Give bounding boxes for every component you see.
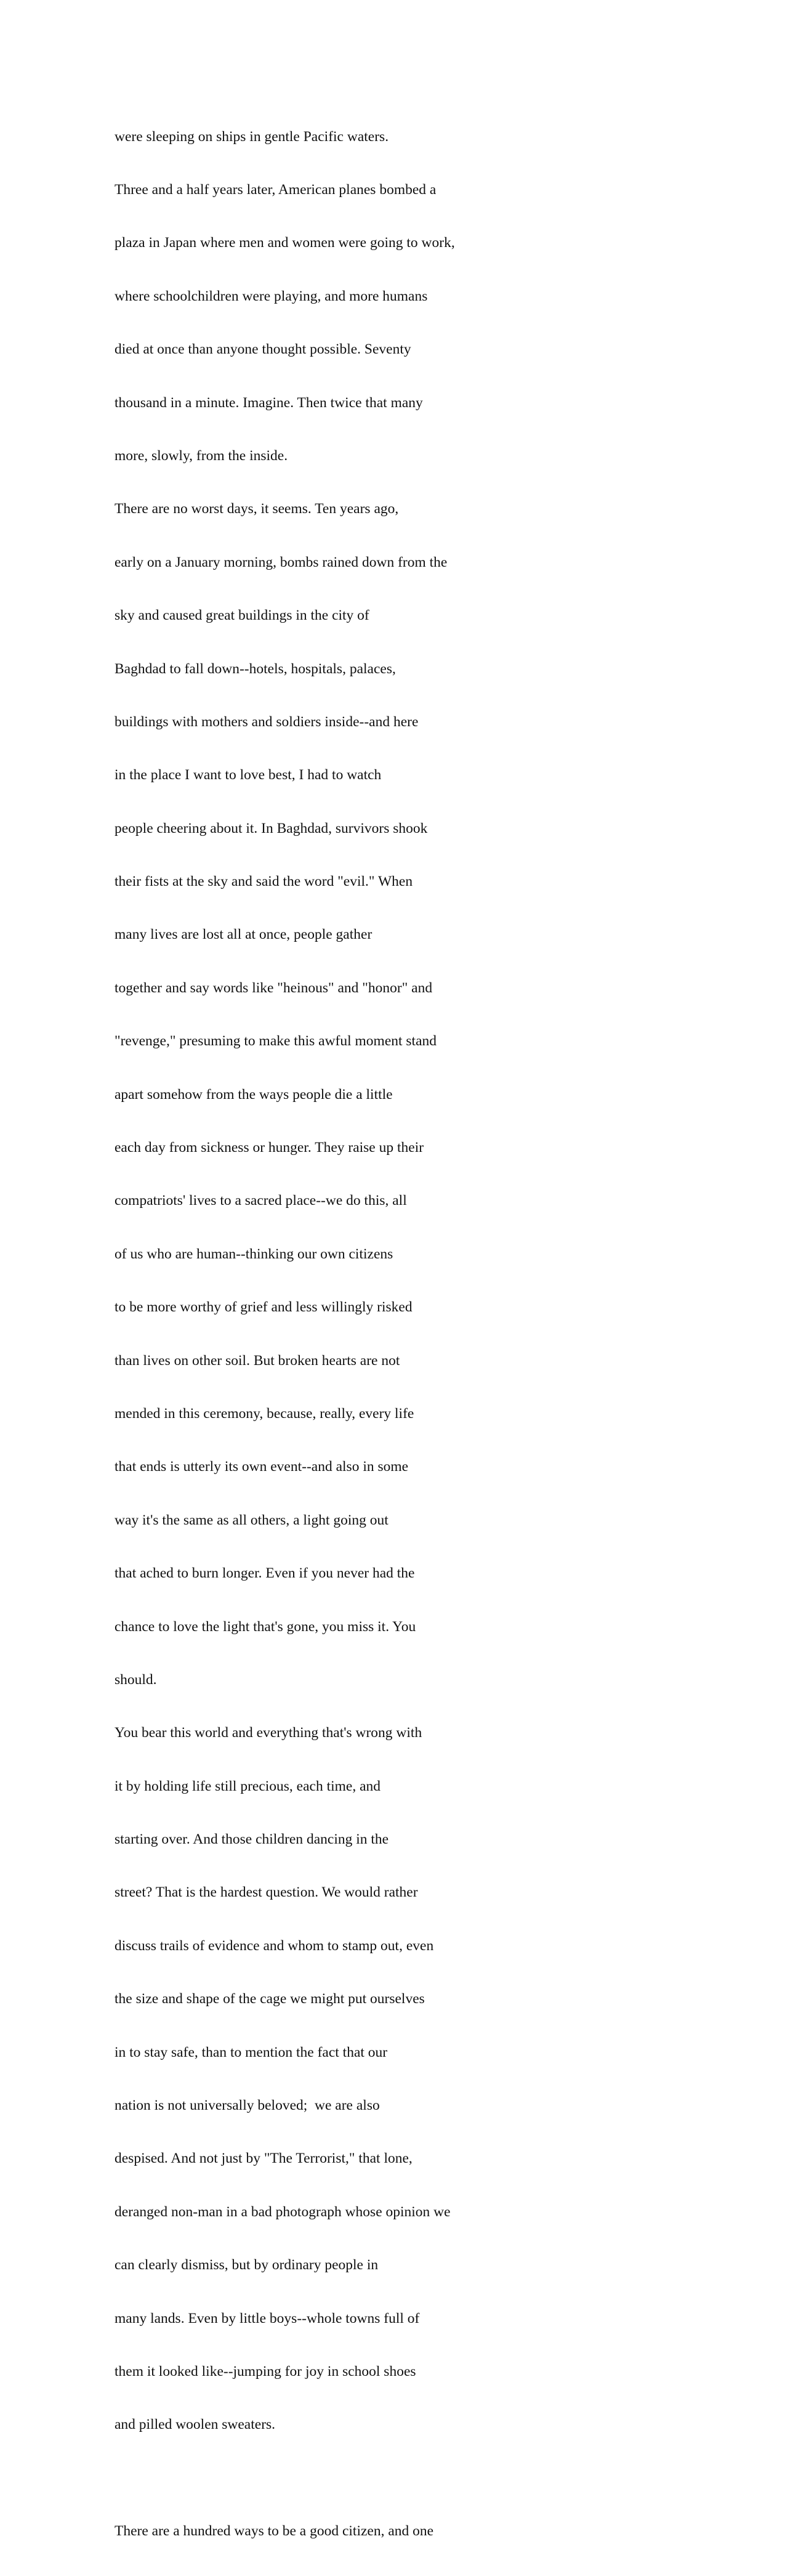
text-line: were sleeping on ships in gentle Pacific waters. bbox=[115, 128, 389, 145]
text-line: each day from sickness or hunger. They raise up their bbox=[115, 1140, 424, 1156]
text-line: buildings with mothers and soldiers inside--and here bbox=[115, 713, 419, 730]
text-line: many lives are lost all at once, people gather bbox=[115, 926, 372, 943]
text-line: them it looked like--jumping for joy in school shoes bbox=[115, 2363, 416, 2380]
text-line: than lives on other soil. But broken hearts are not bbox=[115, 1352, 400, 1369]
text-line: it by holding life still precious, each time, and bbox=[115, 1778, 381, 1794]
text-line: in to stay safe, than to mention the fact that our bbox=[115, 2044, 388, 2060]
text-line: together and say words like "heinous" and "honor" and bbox=[115, 979, 433, 996]
text-line: Three and a half years later, American planes bombed a bbox=[115, 181, 437, 198]
text-line: their fists at the sky and said the word "evil." When bbox=[115, 873, 413, 890]
text-line: that ends is utterly its own event--and also in some bbox=[115, 1459, 409, 1475]
text-line: of us who are human--thinking our own citizens bbox=[115, 1245, 393, 1262]
text-line: "revenge," presuming to make this awful moment stand bbox=[115, 1033, 437, 1050]
text-line: in the place I want to love best, I had to watch bbox=[115, 767, 382, 784]
text-line: apart somehow from the ways people die a little bbox=[115, 1086, 393, 1103]
text-line: that ached to burn longer. Even if you never had the bbox=[115, 1565, 415, 1582]
text-line: deranged non-man in a bad photograph whose opinion we bbox=[115, 2203, 451, 2220]
text-line: Baghdad to fall down--hotels, hospitals, palaces, bbox=[115, 660, 396, 677]
text-line: the size and shape of the cage we might put ourselves bbox=[115, 1991, 425, 2007]
text-line: You bear this world and everything that's wrong with bbox=[115, 1725, 422, 1741]
text-line: should. bbox=[115, 1671, 157, 1688]
body-text bbox=[115, 92, 558, 2576]
text-line: compatriots' lives to a sacred place--we do this, all bbox=[115, 1193, 407, 1209]
text-line: and pilled woolen sweaters. bbox=[115, 2416, 276, 2433]
text-line: to be more worthy of grief and less willingly risked bbox=[115, 1299, 413, 1316]
text-line: discuss trails of evidence and whom to stamp out, even bbox=[115, 1937, 434, 1954]
text-line: people cheering about it. In Baghdad, survivors shook bbox=[115, 820, 428, 836]
text-line: There are no worst days, it seems. Ten years ago, bbox=[115, 501, 399, 517]
text-line: chance to love the light that's gone, you miss it. You bbox=[115, 1618, 416, 1635]
text-line: plaza in Japan where men and women were going to work, bbox=[115, 235, 455, 251]
text-line: street? That is the hardest question. We would rather bbox=[115, 1884, 418, 1901]
text-line: many lands. Even by little boys--whole towns full of bbox=[115, 2310, 420, 2327]
text-line: despised. And not just by "The Terrorist," that lone, bbox=[115, 2150, 413, 2167]
text-line: way it's the same as all others, a light going out bbox=[115, 1512, 388, 1528]
text-line: can clearly dismiss, but by ordinary people in bbox=[115, 2257, 379, 2274]
text-line: thousand in a minute. Imagine. Then twice that many bbox=[115, 394, 423, 411]
text-line: nation is not universally beloved; we are also bbox=[115, 2097, 380, 2114]
text-line: mended in this ceremony, because, really, every life bbox=[115, 1405, 414, 1422]
text-line: starting over. And those children dancing in the bbox=[115, 1831, 389, 1848]
text-line: more, slowly, from the inside. bbox=[115, 447, 288, 464]
text-line: where schoolchildren were playing, and more humans bbox=[115, 288, 428, 304]
text-line: died at once than anyone thought possible. Seventy bbox=[115, 341, 411, 358]
final-text-line: There are a hundred ways to be a good citizen, and one bbox=[115, 2523, 434, 2540]
text-line: sky and caused great buildings in the city of bbox=[115, 607, 369, 624]
text-line: early on a January morning, bombs rained down from the bbox=[115, 554, 448, 570]
paragraph-gap bbox=[115, 2469, 558, 2487]
